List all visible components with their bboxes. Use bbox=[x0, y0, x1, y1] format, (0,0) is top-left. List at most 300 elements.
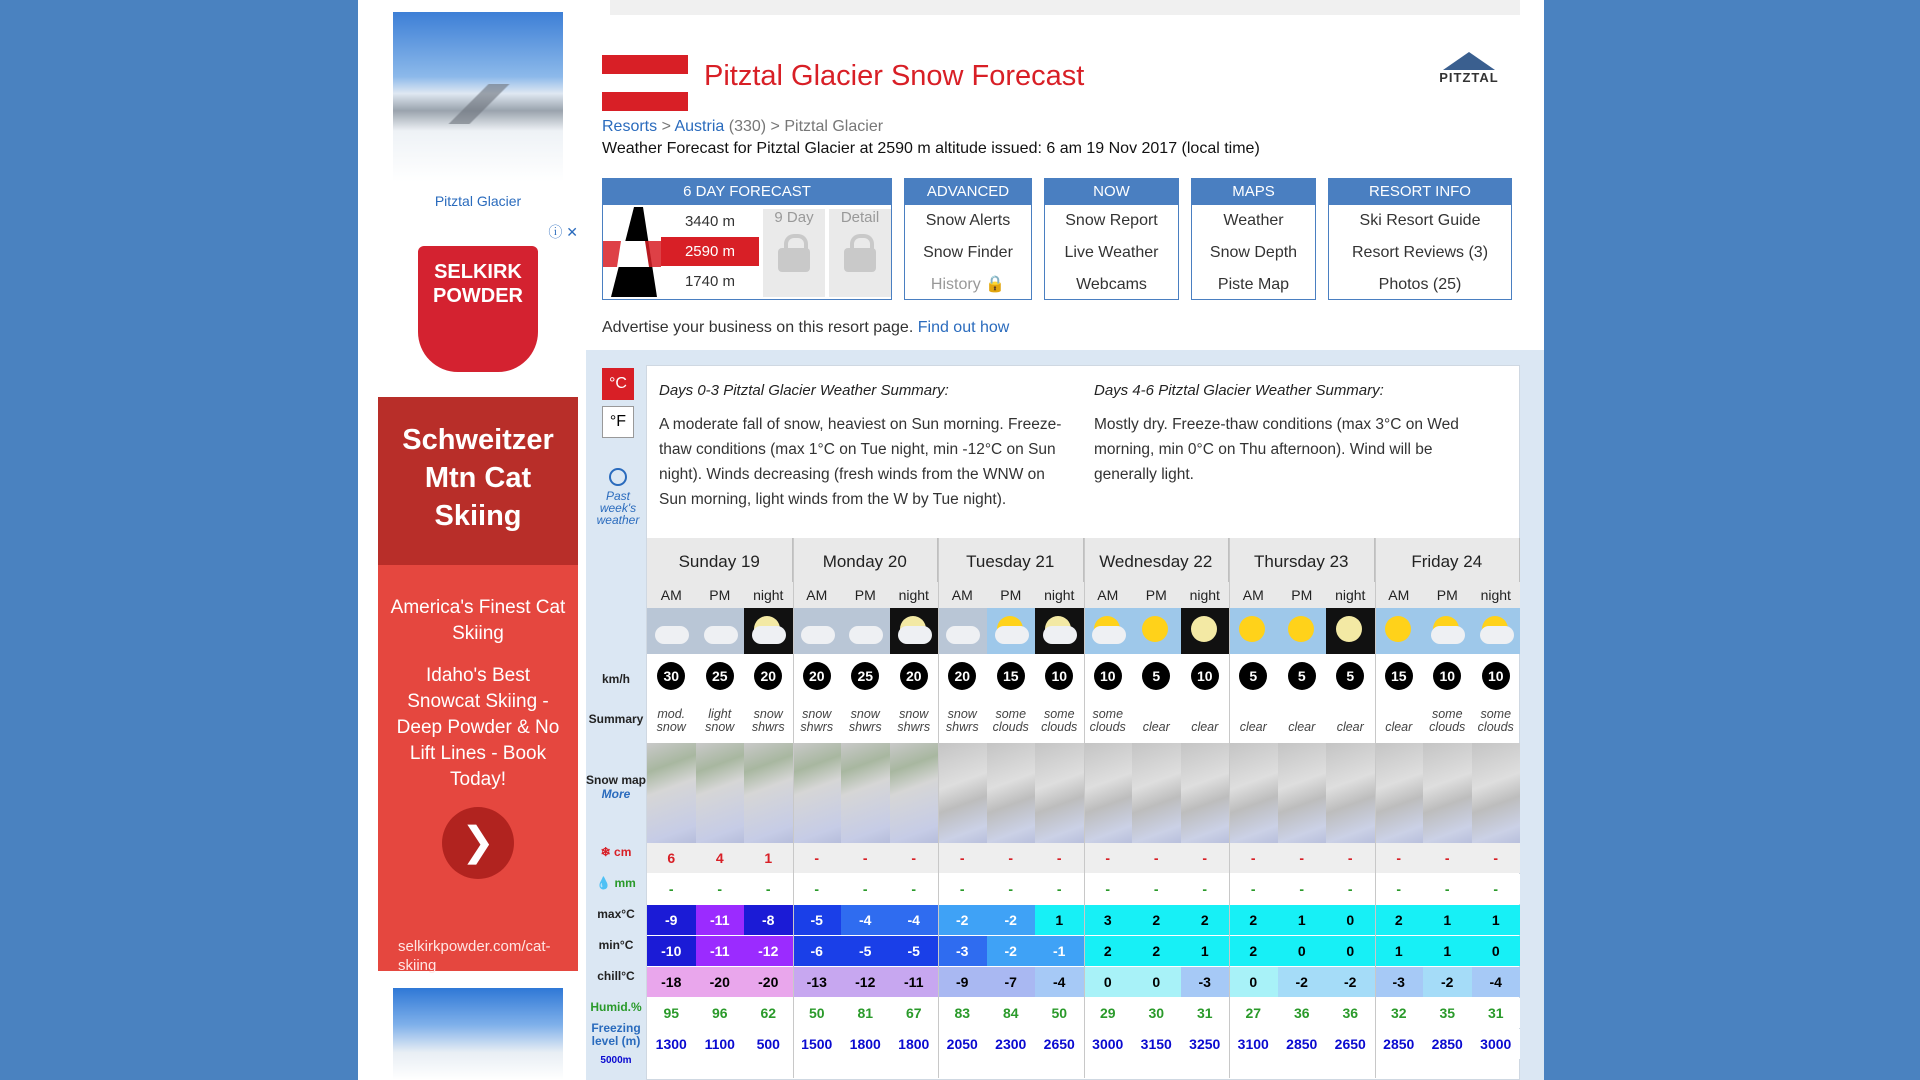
nav-6day-forecast bbox=[602, 178, 892, 300]
wind-speed-badge: 10 bbox=[1433, 662, 1461, 690]
wind-speed-badge: 5 bbox=[1288, 662, 1316, 690]
nav-6day-header[interactable]: 6 DAY FORECAST bbox=[603, 179, 891, 205]
summary-text bbox=[890, 708, 939, 740]
freezing-level-value: 2850 bbox=[1278, 1029, 1327, 1059]
snow-cm-value: 4 bbox=[696, 843, 745, 873]
wind-speed-badge: 20 bbox=[900, 662, 928, 690]
rain-mm-value: - bbox=[987, 874, 1036, 904]
nav-now-header[interactable]: NOW bbox=[1045, 179, 1178, 205]
weather-moon-icon bbox=[1326, 608, 1375, 654]
snow-map-thumbnail[interactable] bbox=[1084, 743, 1133, 843]
humidity-value: 31 bbox=[1181, 998, 1230, 1028]
snow-cm-value: - bbox=[1181, 843, 1230, 873]
sidebar bbox=[358, 0, 586, 1080]
snow-map-thumbnail[interactable] bbox=[744, 743, 793, 843]
nav-now bbox=[1044, 178, 1179, 300]
nav-webcams[interactable]: Webcams bbox=[1076, 276, 1147, 293]
summary-line: clouds bbox=[992, 720, 1029, 734]
freezing-level-value: 2650 bbox=[1035, 1029, 1084, 1059]
nav-resort-info bbox=[1328, 178, 1512, 300]
min-temp-value: -1 bbox=[1035, 936, 1084, 966]
chill-temp-value: -11 bbox=[890, 967, 939, 997]
day-separator bbox=[1375, 538, 1376, 1078]
nav-advanced bbox=[904, 178, 1032, 300]
row-label-freezing: Freezing level (m) bbox=[591, 1021, 641, 1048]
day-header: Sunday 19 bbox=[647, 538, 793, 582]
page bbox=[358, 0, 1544, 1080]
period-label: AM bbox=[793, 582, 842, 608]
weather-cloud-snow-icon bbox=[938, 608, 987, 654]
altitude-selector bbox=[603, 205, 759, 299]
mountain-altitude-icon bbox=[603, 205, 661, 299]
rain-mm-value: - bbox=[696, 874, 745, 904]
altitude-top[interactable]: 3440 m bbox=[684, 213, 736, 230]
summary-line: some bbox=[1480, 707, 1512, 721]
resort-photo-2[interactable] bbox=[393, 988, 563, 1080]
day-header: Wednesday 22 bbox=[1084, 538, 1230, 582]
min-temp-value: 1 bbox=[1375, 936, 1424, 966]
breadcrumb-resorts[interactable]: Resorts bbox=[602, 118, 658, 135]
min-temp-value: -6 bbox=[793, 936, 842, 966]
chill-temp-value: 0 bbox=[1229, 967, 1278, 997]
cloud-icon bbox=[655, 626, 689, 644]
celsius-button[interactable]: °C bbox=[602, 368, 634, 400]
nav-resort-info-header[interactable]: RESORT INFO bbox=[1329, 179, 1511, 205]
snow-map-thumbnail[interactable] bbox=[696, 743, 745, 843]
summary-line: shwrs bbox=[800, 720, 834, 734]
summary-text bbox=[1375, 708, 1424, 740]
row-label-wind: km/h bbox=[601, 672, 630, 686]
summary-line: clear bbox=[1191, 720, 1219, 734]
wind-speed-badge: 10 bbox=[1482, 662, 1510, 690]
breadcrumb-country[interactable]: Austria bbox=[674, 118, 725, 135]
freezing-level-value: 2850 bbox=[1375, 1029, 1424, 1059]
humidity-value: 27 bbox=[1229, 998, 1278, 1028]
day-header: Monday 20 bbox=[793, 538, 939, 582]
summary-line: snow bbox=[947, 707, 977, 721]
ad-close-icon[interactable]: ⓘ ✕ bbox=[548, 224, 578, 240]
chill-temp-value: -18 bbox=[647, 967, 696, 997]
nav-detail-label: Detail bbox=[840, 209, 880, 226]
humidity-value: 30 bbox=[1132, 998, 1181, 1028]
snow-cm-value: 6 bbox=[647, 843, 696, 873]
weather-moon-snow-icon bbox=[890, 608, 939, 654]
humidity-value: 84 bbox=[987, 998, 1036, 1028]
snowmap-more-link[interactable]: More bbox=[601, 787, 631, 801]
snow-map-thumbnail[interactable] bbox=[1278, 743, 1327, 843]
summary-line: shwrs bbox=[848, 720, 882, 734]
nav-resort-reviews[interactable]: Resort Reviews (3) bbox=[1351, 244, 1489, 261]
summary-text bbox=[987, 708, 1036, 740]
cm-label: cm bbox=[614, 845, 632, 859]
min-temp-value: 2 bbox=[1084, 936, 1133, 966]
wind-speed-badge: 20 bbox=[754, 662, 782, 690]
ad-logo[interactable]: SELKIRK POWDER bbox=[418, 246, 538, 372]
snow-map-thumbnail[interactable] bbox=[1472, 743, 1521, 843]
snow-cm-value: - bbox=[1084, 843, 1133, 873]
summary-text bbox=[1423, 708, 1472, 740]
rain-mm-value: - bbox=[1326, 874, 1375, 904]
ad-description: Idaho's Best Snowcat Skiing - Deep Powder & No Lift Lines - Book Today! bbox=[396, 665, 560, 790]
humidity-value: 31 bbox=[1472, 998, 1521, 1028]
summary-text bbox=[793, 708, 842, 740]
summary-line: clear bbox=[1385, 720, 1413, 734]
wind-speed-badge: 10 bbox=[1191, 662, 1219, 690]
breadcrumb-sep-2: > bbox=[770, 118, 780, 135]
summary-text bbox=[647, 708, 696, 740]
snow-map-thumbnail[interactable] bbox=[1326, 743, 1375, 843]
max-temp-value: -9 bbox=[647, 905, 696, 935]
humidity-value: 36 bbox=[1326, 998, 1375, 1028]
wind-speed-badge: 15 bbox=[1385, 662, 1413, 690]
advertise-text: Advertise your business on this resort page. bbox=[602, 319, 914, 336]
summary-text bbox=[1278, 708, 1327, 740]
max-temp-value: 2 bbox=[1229, 905, 1278, 935]
cloud-icon bbox=[1092, 626, 1126, 644]
humidity-value: 35 bbox=[1423, 998, 1472, 1028]
sun-icon bbox=[1142, 616, 1168, 642]
max-temp-value: -4 bbox=[890, 905, 939, 935]
nav-ski-resort-guide[interactable]: Ski Resort Guide bbox=[1359, 212, 1481, 229]
cloud-icon bbox=[752, 626, 786, 644]
summary-line: clouds bbox=[1041, 720, 1078, 734]
freezing-level-value: 3250 bbox=[1181, 1029, 1230, 1059]
snow-cm-value: 1 bbox=[744, 843, 793, 873]
rain-mm-value: - bbox=[1132, 874, 1181, 904]
period-label: AM bbox=[938, 582, 987, 608]
row-label-humidity: Humid.% bbox=[590, 1000, 642, 1014]
clock-icon bbox=[609, 468, 627, 486]
snow-cm-value: - bbox=[938, 843, 987, 873]
day-separator bbox=[938, 538, 939, 1078]
humidity-value: 83 bbox=[938, 998, 987, 1028]
weather-sun-icon bbox=[1229, 608, 1278, 654]
day-separator bbox=[793, 538, 794, 1078]
cloud-icon bbox=[946, 626, 980, 644]
chill-temp-value: -4 bbox=[1472, 967, 1521, 997]
top-bar bbox=[610, 0, 1520, 15]
max-temp-value: -2 bbox=[987, 905, 1036, 935]
freezing-level-value: 2650 bbox=[1326, 1029, 1375, 1059]
snow-map-thumbnail[interactable] bbox=[841, 743, 890, 843]
rain-mm-value: - bbox=[841, 874, 890, 904]
summary-line: snow bbox=[753, 707, 783, 721]
mm-label: mm bbox=[614, 876, 636, 890]
ad-url[interactable]: selkirkpowder.com/cat-skiing bbox=[398, 938, 551, 974]
find-out-how-link[interactable]: Find out how bbox=[917, 319, 1010, 336]
snow-map-thumbnail[interactable] bbox=[938, 743, 987, 843]
sun-icon bbox=[1385, 616, 1411, 642]
rain-mm-value: - bbox=[1084, 874, 1133, 904]
summary-line: snow bbox=[899, 707, 929, 721]
min-temp-value: -12 bbox=[744, 936, 793, 966]
weather-moon-icon bbox=[1181, 608, 1230, 654]
weather-moon-cloud-icon bbox=[1035, 608, 1084, 654]
max-temp-value: 0 bbox=[1326, 905, 1375, 935]
min-temp-value: 0 bbox=[1326, 936, 1375, 966]
nav-detail-locked[interactable] bbox=[829, 209, 891, 297]
summary-text bbox=[1229, 708, 1278, 740]
past-weather-label: Past week's weather bbox=[596, 489, 640, 527]
rain-mm-value: - bbox=[793, 874, 842, 904]
fahrenheit-button[interactable]: °F bbox=[602, 406, 634, 438]
min-temp-value: -11 bbox=[696, 936, 745, 966]
weather-sun-icon bbox=[1132, 608, 1181, 654]
humidity-value: 29 bbox=[1084, 998, 1133, 1028]
mountain-icon bbox=[1443, 52, 1495, 70]
rain-mm-value: - bbox=[1423, 874, 1472, 904]
wind-speed-badge: 10 bbox=[1094, 662, 1122, 690]
chill-temp-value: 0 bbox=[1132, 967, 1181, 997]
max-temp-value: 3 bbox=[1084, 905, 1133, 935]
row-label-chill: chill°C bbox=[597, 969, 635, 983]
wind-speed-badge: 20 bbox=[948, 662, 976, 690]
max-temp-value: 2 bbox=[1132, 905, 1181, 935]
freezing-level-value: 500 bbox=[744, 1029, 793, 1059]
summary-days03-title: Days 0-3 Pitztal Glacier Weather Summary: bbox=[659, 382, 949, 399]
summary-text bbox=[744, 708, 793, 740]
sun-icon bbox=[1288, 616, 1314, 642]
summary-days46-title: Days 4-6 Pitztal Glacier Weather Summary: bbox=[1094, 382, 1384, 399]
rain-mm-value: - bbox=[744, 874, 793, 904]
rain-mm-value: - bbox=[890, 874, 939, 904]
rain-mm-value: - bbox=[1035, 874, 1084, 904]
nav-weather-map[interactable]: Weather bbox=[1223, 212, 1284, 229]
wind-speed-badge: 10 bbox=[1045, 662, 1073, 690]
snow-cm-value: - bbox=[1472, 843, 1521, 873]
min-temp-value: 1 bbox=[1181, 936, 1230, 966]
nav-snow-depth[interactable]: Snow Depth bbox=[1209, 244, 1298, 261]
forecast-panel bbox=[646, 365, 1520, 1080]
past-weather-link[interactable] bbox=[592, 468, 644, 526]
summary-line: shwrs bbox=[897, 720, 931, 734]
freezing-level-value: 3150 bbox=[1132, 1029, 1181, 1059]
cloud-icon bbox=[995, 626, 1029, 644]
nav-snow-alerts[interactable]: Snow Alerts bbox=[925, 212, 1011, 229]
summary-line: some bbox=[1043, 707, 1075, 721]
summary-line: clouds bbox=[1429, 720, 1466, 734]
chill-temp-value: -2 bbox=[1423, 967, 1472, 997]
chill-temp-value: -13 bbox=[793, 967, 842, 997]
freezing-level-value: 1800 bbox=[890, 1029, 939, 1059]
chill-temp-value: -7 bbox=[987, 967, 1036, 997]
freezing-level-value: 1500 bbox=[793, 1029, 842, 1059]
row-label-snowmap: Snow map bbox=[586, 773, 647, 787]
snow-cm-value: - bbox=[1229, 843, 1278, 873]
max-temp-value: -5 bbox=[793, 905, 842, 935]
row-label-min: min°C bbox=[598, 938, 634, 952]
cloud-icon bbox=[1431, 626, 1465, 644]
page-title: Pitztal Glacier Snow Forecast bbox=[704, 60, 1085, 92]
summary-line: some bbox=[1092, 707, 1124, 721]
advertisement[interactable] bbox=[378, 222, 578, 974]
snow-map-thumbnail[interactable] bbox=[1132, 743, 1181, 843]
period-label: night bbox=[744, 582, 793, 608]
min-temp-value: -3 bbox=[938, 936, 987, 966]
max-temp-value: -2 bbox=[938, 905, 987, 935]
snow-map-thumbnail[interactable] bbox=[1035, 743, 1084, 843]
wind-speed-badge: 15 bbox=[997, 662, 1025, 690]
summary-line: mod. bbox=[657, 707, 686, 721]
cloud-icon bbox=[704, 626, 738, 644]
weather-sun-icon bbox=[1278, 608, 1327, 654]
nav-maps bbox=[1191, 178, 1316, 300]
summary-days46-text: Mostly dry. Freeze-thaw conditions (max 3°C on Wed morning, min 0°C on Thu afternoon). Wind will be generally light. bbox=[1094, 416, 1459, 483]
min-temp-value: 2 bbox=[1132, 936, 1181, 966]
snow-cm-value: - bbox=[1326, 843, 1375, 873]
humidity-value: 32 bbox=[1375, 998, 1424, 1028]
summary-text bbox=[1181, 708, 1230, 740]
summary-line: clouds bbox=[1477, 720, 1514, 734]
austria-flag-icon bbox=[602, 55, 688, 111]
rain-mm-value: - bbox=[1278, 874, 1327, 904]
resort-photo[interactable] bbox=[393, 12, 563, 182]
rain-mm-value: - bbox=[1229, 874, 1278, 904]
freezing-level-value: 2850 bbox=[1423, 1029, 1472, 1059]
freezing-level-value: 3000 bbox=[1084, 1029, 1133, 1059]
freezing-level-value: 2300 bbox=[987, 1029, 1036, 1059]
period-label: night bbox=[1181, 582, 1230, 608]
snow-map-thumbnail[interactable] bbox=[1375, 743, 1424, 843]
lock-icon bbox=[778, 248, 810, 272]
summary-line: some bbox=[995, 707, 1027, 721]
wind-speed-badge: 5 bbox=[1239, 662, 1267, 690]
summary-line: shwrs bbox=[751, 720, 785, 734]
snow-map-thumbnail[interactable] bbox=[987, 743, 1036, 843]
period-label: PM bbox=[696, 582, 745, 608]
rain-mm-value: - bbox=[1472, 874, 1521, 904]
summary-line: snow bbox=[705, 720, 735, 734]
resort-photo-caption[interactable]: Pitztal Glacier bbox=[434, 193, 522, 209]
rain-mm-value: - bbox=[1375, 874, 1424, 904]
summary-line: snow bbox=[850, 707, 880, 721]
period-label: PM bbox=[1423, 582, 1472, 608]
altitude-mid[interactable]: 2590 m bbox=[661, 237, 759, 266]
snow-cm-value: - bbox=[1375, 843, 1424, 873]
min-temp-value: 2 bbox=[1229, 936, 1278, 966]
cloud-icon bbox=[898, 626, 932, 644]
weather-cloud-snow-icon bbox=[841, 608, 890, 654]
period-label: AM bbox=[647, 582, 696, 608]
sun-icon bbox=[1239, 616, 1265, 642]
day-header: Friday 24 bbox=[1375, 538, 1521, 582]
row-label-summary: Summary bbox=[588, 712, 644, 726]
moon-icon bbox=[1191, 616, 1217, 642]
summary-line: snow bbox=[656, 720, 686, 734]
period-label: AM bbox=[1375, 582, 1424, 608]
snow-cm-value: - bbox=[1278, 843, 1327, 873]
breadcrumb bbox=[602, 118, 883, 136]
humidity-value: 96 bbox=[696, 998, 745, 1028]
summary-line: shwrs bbox=[945, 720, 979, 734]
weather-snow-cloud-icon bbox=[696, 608, 745, 654]
chill-temp-value: -20 bbox=[696, 967, 745, 997]
chill-temp-value: -4 bbox=[1035, 967, 1084, 997]
humidity-value: 50 bbox=[793, 998, 842, 1028]
row-label-freezing-sub: 5000m bbox=[600, 1055, 632, 1066]
humidity-value: 95 bbox=[647, 998, 696, 1028]
nav-snow-report[interactable]: Snow Report bbox=[1065, 212, 1158, 229]
nav-9day-label: 9 Day bbox=[774, 209, 814, 226]
period-label: AM bbox=[1084, 582, 1133, 608]
nav-9day-locked[interactable] bbox=[763, 209, 825, 297]
period-label: night bbox=[1326, 582, 1375, 608]
snow-map-thumbnail[interactable] bbox=[793, 743, 842, 843]
max-temp-value: -4 bbox=[841, 905, 890, 935]
weather-sun-icon bbox=[1375, 608, 1424, 654]
nav-maps-header[interactable]: MAPS bbox=[1192, 179, 1315, 205]
nav-snow-finder[interactable]: Snow Finder bbox=[923, 244, 1013, 261]
nav-photos[interactable]: Photos (25) bbox=[1378, 276, 1462, 293]
snow-map-thumbnail[interactable] bbox=[647, 743, 696, 843]
snow-map-thumbnail[interactable] bbox=[1423, 743, 1472, 843]
snow-cm-value: - bbox=[890, 843, 939, 873]
max-temp-value: 2 bbox=[1181, 905, 1230, 935]
chill-temp-value: -12 bbox=[841, 967, 890, 997]
period-label: night bbox=[1472, 582, 1521, 608]
max-temp-value: 1 bbox=[1423, 905, 1472, 935]
cloud-icon bbox=[1480, 626, 1514, 644]
ad-headline[interactable]: Schweitzer Mtn Cat Skiing bbox=[378, 397, 578, 565]
min-temp-value: -5 bbox=[890, 936, 939, 966]
period-label: PM bbox=[841, 582, 890, 608]
breadcrumb-sep: > bbox=[661, 118, 671, 135]
max-temp-value: 1 bbox=[1278, 905, 1327, 935]
wind-speed-badge: 25 bbox=[851, 662, 879, 690]
snow-cm-value: - bbox=[1035, 843, 1084, 873]
rain-mm-value: - bbox=[647, 874, 696, 904]
min-temp-value: 1 bbox=[1423, 936, 1472, 966]
weather-sun-cloud-icon bbox=[1472, 608, 1521, 654]
nav-live-weather[interactable]: Live Weather bbox=[1064, 244, 1159, 261]
freezing-level-value: 2050 bbox=[938, 1029, 987, 1059]
ad-body[interactable] bbox=[378, 565, 578, 974]
summary-text bbox=[938, 708, 987, 740]
rain-icon: 💧 bbox=[596, 876, 615, 890]
freezing-level-value: 1100 bbox=[696, 1029, 745, 1059]
summary-line: clear bbox=[1142, 720, 1170, 734]
ad-arrow-icon[interactable]: ❯ bbox=[442, 807, 514, 879]
summary-text bbox=[1326, 708, 1375, 740]
snow-cm-value: - bbox=[1132, 843, 1181, 873]
snow-map-thumbnail[interactable] bbox=[1181, 743, 1230, 843]
chill-temp-value: 0 bbox=[1084, 967, 1133, 997]
min-temp-value: -5 bbox=[841, 936, 890, 966]
cloud-icon bbox=[1043, 626, 1077, 644]
summary-line: light bbox=[708, 707, 732, 721]
max-temp-value: -11 bbox=[696, 905, 745, 935]
snow-map-thumbnail[interactable] bbox=[890, 743, 939, 843]
nav-advanced-header[interactable]: ADVANCED bbox=[905, 179, 1031, 205]
max-temp-value: -8 bbox=[744, 905, 793, 935]
summary-text bbox=[1084, 708, 1133, 740]
period-label: PM bbox=[1132, 582, 1181, 608]
wind-speed-badge: 25 bbox=[706, 662, 734, 690]
altitude-bot[interactable]: 1740 m bbox=[684, 273, 736, 290]
cloud-icon bbox=[801, 626, 835, 644]
row-label-snow-cm bbox=[586, 845, 646, 859]
period-label: PM bbox=[1278, 582, 1327, 608]
summary-text bbox=[1472, 708, 1521, 740]
main bbox=[586, 0, 1544, 1080]
snow-map-thumbnail[interactable] bbox=[1229, 743, 1278, 843]
breadcrumb-current: Pitztal Glacier bbox=[784, 118, 884, 135]
nav-piste-map[interactable]: Piste Map bbox=[1217, 276, 1290, 293]
nav-history[interactable]: History 🔒 bbox=[930, 276, 1006, 293]
logo-text: PITZTAL bbox=[1439, 70, 1499, 85]
pitztal-logo[interactable] bbox=[1432, 52, 1506, 106]
cloud-icon bbox=[849, 626, 883, 644]
